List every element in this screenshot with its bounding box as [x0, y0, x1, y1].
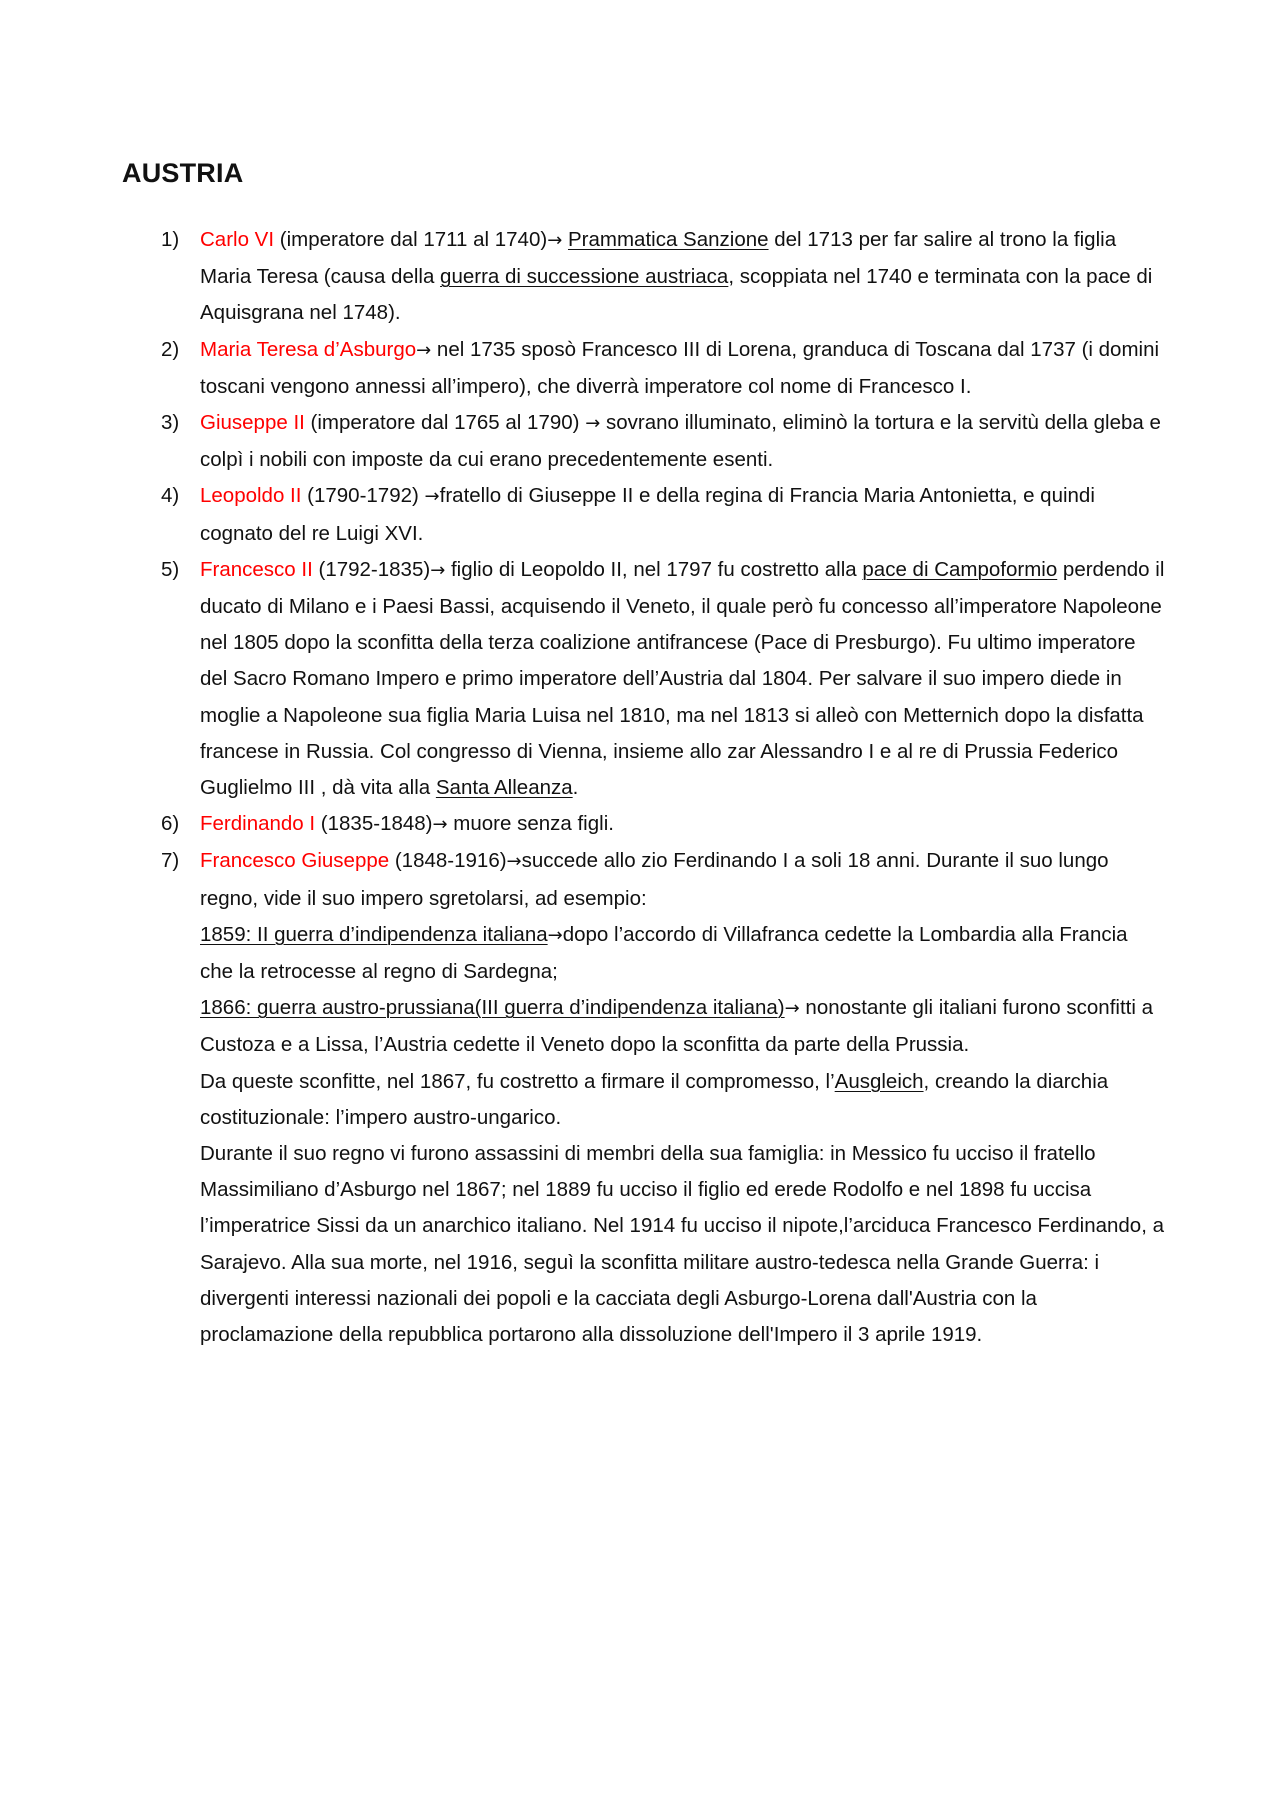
- ruler-name: Leopoldo II: [200, 484, 302, 508]
- list-item: [160, 843, 1170, 1353]
- text-segment: .: [572, 776, 579, 800]
- text-segment: (1792-1835): [312, 557, 431, 581]
- paragraph: [200, 332, 1165, 405]
- list-item-body: [200, 222, 1165, 332]
- text-segment: fratello di Giuseppe II e della regina di Francia Maria Antonietta, e quindi cognato del re Luigi XVI.: [200, 484, 1095, 545]
- list-item: [160, 806, 1170, 843]
- page-title: AUSTRIA: [122, 158, 244, 188]
- list-item-number: 7): [161, 849, 180, 873]
- ruler-name: Maria Teresa d’Asburgo: [200, 337, 417, 361]
- text-segment: nonostante gli italiani furono sconfitti a Custoza e a Lissa, l’Austria cedette il Veneto dopo la sconfitta da parte della Prussia.: [200, 996, 1153, 1057]
- text-segment: Da queste sconfitte, nel 1867, fu costretto a firmare il compromesso, l’: [200, 1069, 835, 1093]
- ruler-name: Carlo VI: [200, 228, 275, 251]
- underlined-term: Santa Alleanza: [435, 776, 573, 800]
- arrow-right-icon: →: [424, 486, 440, 508]
- text-segment: (1835-1848): [315, 812, 433, 836]
- underlined-term: 1859: II guerra d’indipendenza italiana: [200, 922, 548, 946]
- paragraph: [200, 222, 1165, 332]
- paragraph: [200, 1136, 1165, 1353]
- list-item: [160, 405, 1170, 478]
- ruler-name: Giuseppe II: [200, 411, 305, 435]
- paragraph: [200, 806, 1165, 843]
- ruler-name: Francesco II: [200, 557, 313, 581]
- text-segment: , creando la diarchia costituzionale: l’impero austro-ungarico.: [200, 1069, 1109, 1129]
- list-item-number: 2): [161, 337, 180, 361]
- paragraph: [200, 1064, 1165, 1136]
- underlined-term: guerra di successione austriaca: [440, 265, 729, 289]
- underlined-term: Ausgleich: [834, 1069, 924, 1093]
- text-segment: , scoppiata nel 1740 e terminata con la pace di Aquisgrana nel 1748).: [200, 265, 1153, 325]
- text-segment: sovrano illuminato, eliminò la tortura e la servitù della gleba e colpì i nobili con imposte da cui erano precedentemente esenti.: [200, 411, 1161, 472]
- list-item-number: 6): [161, 812, 180, 836]
- text-segment: Durante il suo regno vi furono assassini di membri della sua famiglia: in Messico fu ucciso il fratello Massimiliano d’Asburgo nel 1867; nel 1889 fu ucciso il figlio ed erede Rodolfo e nel 1898 fu uccisa l’imperatrice Sissi da un anarchico italiano. Nel 1914 fu ucciso il nipote,l’arciduca Francesco Ferdinando, a Sarajevo. Alla sua morte, nel 1916, seguì la sconfitta militare austro-tedesca nella Grande Guerra: i divergenti interessi nazionali dei popoli e la cacciata degli Asburgo-Lorena dall'Austria con la proclamazione della repubblica portarono alla dissoluzione dell'Impero il 3 aprile 1919.: [200, 1142, 1165, 1347]
- paragraph: [200, 917, 1165, 990]
- list-item-number: 3): [161, 411, 180, 435]
- list-item: [160, 332, 1170, 405]
- list-item-body: [200, 332, 1165, 405]
- arrow-right-icon: →: [430, 559, 446, 581]
- list-item: [160, 552, 1170, 806]
- arrow-right-icon: →: [784, 998, 800, 1020]
- paragraph: [200, 990, 1165, 1063]
- list-item-number: 1): [161, 228, 180, 251]
- arrow-right-icon: →: [547, 924, 563, 946]
- text-segment: (imperatore dal 1711 al 1740): [274, 228, 548, 251]
- list-item-body: [200, 478, 1165, 551]
- arrow-right-icon: →: [547, 230, 563, 251]
- list-item-body: [200, 843, 1165, 1353]
- list-item-number: 5): [161, 557, 180, 581]
- ruler-name: Ferdinando I: [200, 812, 316, 836]
- text-segment: (1848-1916): [389, 849, 507, 873]
- text-segment: (1790-1792): [301, 484, 425, 508]
- text-segment: nel 1735 sposò Francesco III di Lorena, granduca di Toscana dal 1737 (i domini toscani vengono annessi all’impero), che diverrà imperatore col nome di Francesco I.: [200, 337, 1160, 398]
- list-item: [160, 478, 1170, 551]
- paragraph: [200, 843, 1165, 916]
- list-item: [160, 222, 1170, 332]
- ruler-name: Francesco Giuseppe: [200, 849, 390, 873]
- list-item-body: [200, 405, 1165, 478]
- arrow-right-icon: →: [506, 851, 522, 873]
- underlined-term: 1866: guerra austro-prussiana(III guerra d’indipendenza italiana): [200, 996, 785, 1020]
- ruler-list: [160, 222, 1170, 1353]
- text-segment: perdendo il ducato di Milano e i Paesi Bassi, acquisendo il Veneto, il quale però fu concesso all’imperatore Napoleone nel 1805 dopo la sconfitta della terza coalizione antifrancese (Pace di Presburgo). Fu ultimo imperatore del Sacro Romano Impero e primo imperatore dell’Austria dal 1804. Per salvare il suo impero diede in moglie a Napoleone sua figlia Maria Luisa nel 1810, ma nel 1813 si alleò con Metternich dopo la disfatta francese in Russia. Col congresso di Vienna, insieme allo zar Alessandro I e al re di Prussia Federico Guglielmo III , dà vita alla: [200, 557, 1165, 800]
- text-segment: figlio di Leopoldo II, nel 1797 fu costretto alla: [445, 557, 863, 581]
- text-segment: succede allo zio Ferdinando I a soli 18 anni. Durante il suo lungo regno, vide il suo impero sgretolarsi, ad esempio:: [200, 849, 1109, 910]
- list-item-body: [200, 552, 1165, 806]
- underlined-term: Prammatica Sanzione: [567, 228, 769, 251]
- text-segment: (imperatore dal 1765 al 1790): [304, 411, 586, 435]
- text-segment: muore senza figli.: [447, 812, 614, 836]
- arrow-right-icon: →: [585, 413, 601, 435]
- text-segment: dopo l’accordo di Villafranca cedette la Lombardia alla Francia che la retrocesse al regno di Sardegna;: [200, 922, 1128, 984]
- arrow-right-icon: →: [416, 339, 432, 361]
- arrow-right-icon: →: [432, 814, 448, 836]
- paragraph: [200, 478, 1165, 551]
- paragraph: [200, 405, 1165, 478]
- list-item-number: 4): [161, 484, 180, 508]
- list-item-body: [200, 806, 1165, 843]
- underlined-term: pace di Campoformio: [862, 557, 1058, 581]
- paragraph: [200, 552, 1165, 806]
- text-segment: del 1713 per far salire al trono la figlia Maria Teresa (causa della: [200, 228, 1117, 289]
